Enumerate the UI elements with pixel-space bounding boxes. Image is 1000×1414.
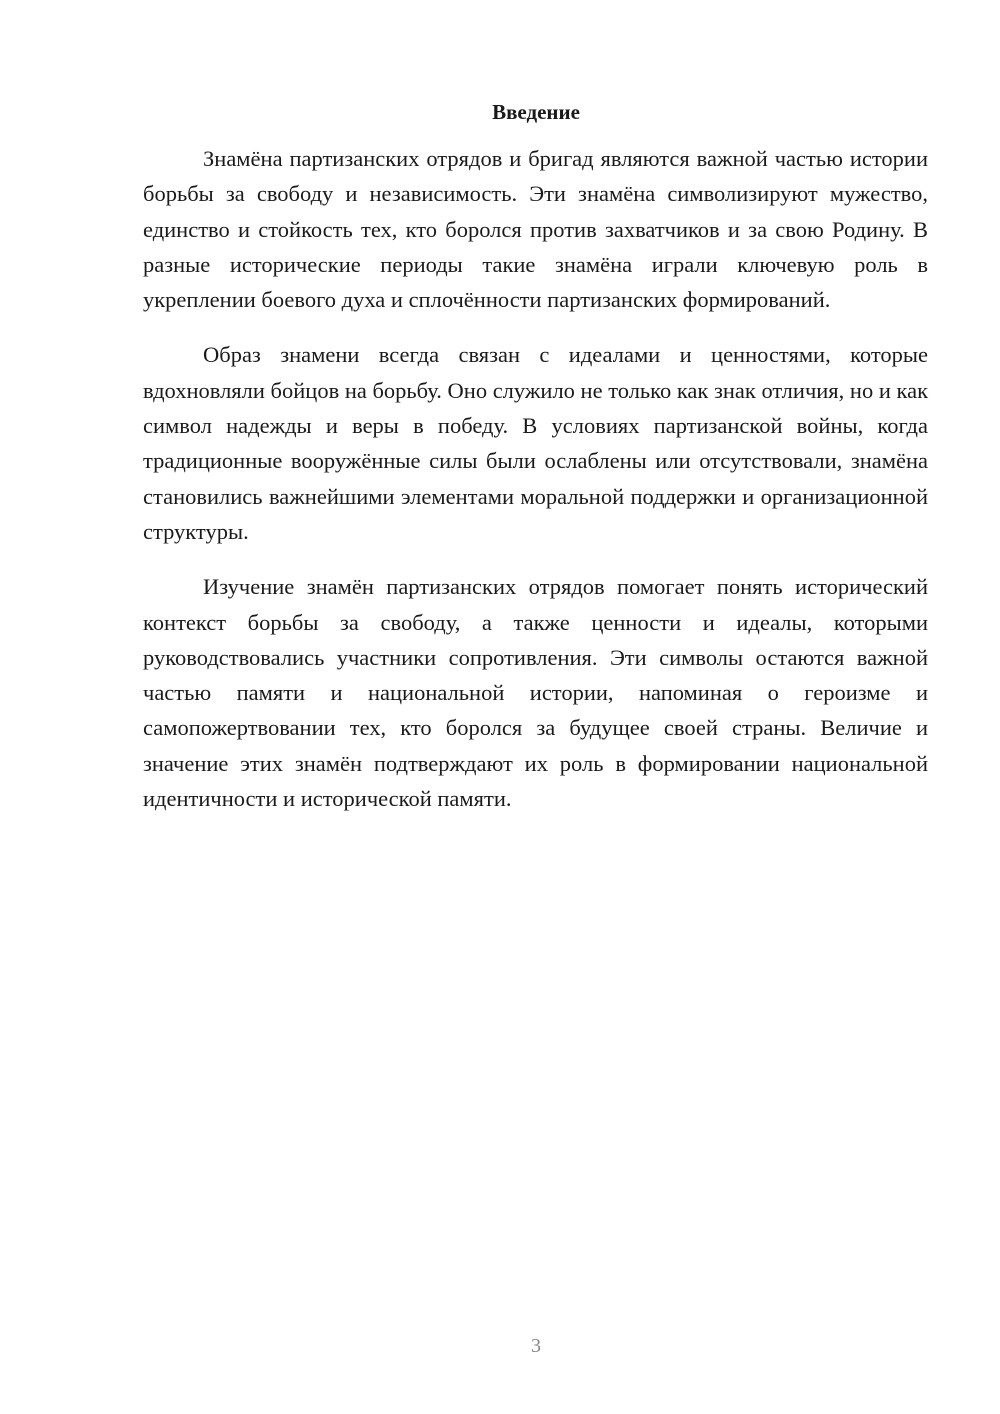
section-title: Введение: [492, 100, 580, 124]
page-number: 3: [531, 1335, 541, 1357]
body-text: [143, 141, 928, 836]
paragraph-2: Образ знамени всегда связан с идеалами и ценностями, которые вдохновляли бойцов на борьбу. Оно служило не только как знак отличия, но и как символ надежды и веры в победу. В условиях партизанской войны, когда традиционные вооружённые силы были ослаблены или отсутствовали, знамёна становились важнейшими элементами моральной поддержки и организационной структуры.: [143, 342, 928, 544]
paragraph-1: Знамёна партизанских отрядов и бригад являются важной частью истории борьбы за свободу и независимость. Эти знамёна символизируют мужество, единство и стойкость тех, кто боролся против захватчиков и за свою Родину. В разные исторические периоды такие знамёна играли ключевую роль в укреплении боевого духа и сплочённости партизанских формирований.: [143, 146, 928, 313]
paragraph-3: Изучение знамён партизанских отрядов помогает понять исторический контекст борьбы за свободу, а также ценности и идеалы, которыми руководствовались участники сопротивления. Эти символы остаются важной частью памяти и национальной истории, напоминая о героизме и самопожертвовании тех, кто боролся за будущее своей страны. Величие и значение этих знамён подтверждают их роль в формировании национальной идентичности и исторической памяти.: [143, 574, 928, 812]
